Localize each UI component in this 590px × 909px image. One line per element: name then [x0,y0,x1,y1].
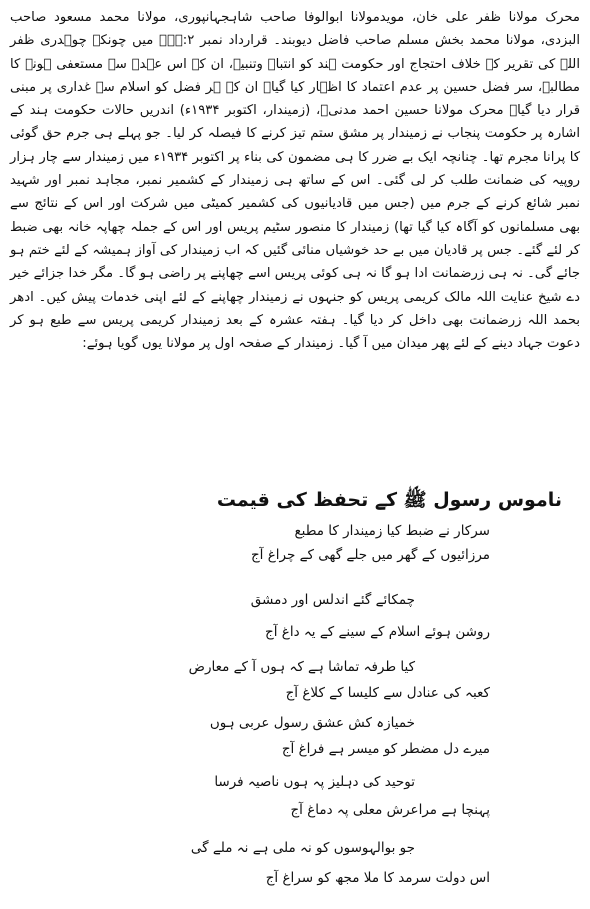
poem-line: توحید کی دہلیز پہ ہوں ناصیہ فرسا [214,774,415,790]
poem-line: اس دولت سرمد کا ملا مجھ کو سراغ آج [265,870,490,886]
poem-line: سرکار نے ضبط کیا زمیندار کا مطبع [294,523,490,539]
poem-line: میرے دل مضطر کو میسر ہے فراغ آج [281,741,490,757]
poem-line: پہنچا ہے مراعرش معلی پہ دماغ آج [290,802,490,818]
poem-line: کعبہ کی عنادل سے کلیسا کے کلاغ آج [285,685,490,701]
poem-line: روشن ہوئے اسلام کے سینے کے یہ داغ آج [265,624,490,640]
poem-line: چمکائے گئے اندلس اور دمشق [250,592,415,608]
body-paragraph: محرک مولانا ظفر علی خان، مویدمولانا ابوالوفا صاحب شاہجہانپوری، مولانا محمد مسعود صاحب البزدی، مولانا محمد بخش مسلم صاحب فاضل دیوبند۔ قرارداد نمبر ۲:۔۔۔ میں چونکہ چوہدری ظفر اللہ کی تقریر کے خلاف احتجاج اور حکومت ہند کو انتباہ وتنبیہ، ان کے اس عہدہ سے مستعفی ہونے کا مطالبہ، سر فضل حسین پر عدم اعتماد کا اظہار کیا گیا۔ ان کے ہر فضل کو اسلام سے غداری پر مبنی قرار دیا گیا۔ محرک مولانا حسین احمد مدنیؒ، (زمیندار، اکتوبر ۱۹۳۴ء) اندریں حالات حکومت ہند کے اشارہ پر حکومت پنجاب نے زمیندار پر مشق ستم تیز کرنے کا فیصلہ کر لیا۔ جو پہلے ہی جرم حق گوئی کا پرانا مجرم تھا۔ چنانچہ ایک بے ضرر کا ہی مضمون کی بناء پر اکتوبر ۱۹۳۴ء میں زمیندار سے چار ہزار روپیہ کی ضمانت طلب کر لی گئی۔ اس کے ساتھ ہی زمیندار کے کشمیر نمبر، مجاہد نمبر اور شہید نمبر شائع کرنے کے جرم میں (جس میں قادیانیوں کی کشمیر کمیٹی میں شرکت اور اس کے نتائج سے بھی مسلمانوں کو آگاہ کیا گیا تھا) زمیندار کا منصور سٹیم پریس اور اس کے جملہ چھاپہ خانہ بھی ضبط کر لئے گئے۔ جس پر قادیان میں بے حد خوشیاں منائی گئیں کہ اب زمیندار کی آواز ہمیشہ کے لئے ختم ہو جائے گی۔ نہ ہی زرضمانت ادا ہو گا نہ ہی کوئی پریس اسے چھاپنے پر راضی ہو گا۔ مگر خدا جزائے خیر دے شیخ عنایت اللہ مالک کریمی پریس کو جنہوں نے زمیندار چھاپنے کے لئے اپنی خدمات پیش کیں۔ ادھر بحمد اللہ زرضمانت بھی داخل کر دیا گیا۔ ہفتہ عشرہ کے بعد زمیندار کریمی پریس سے طبع ہو کر دعوت جہاد دینے کے لئے پھر میدان میں آ گیا۔ زمیندار کے صفحہ اول پر مولانا یوں گویا ہوئے: [10,10,580,352]
poem-line: کیا طرفہ تماشا ہے کہ ہوں آ کے معارض [188,659,415,675]
poem-line: جو بوالہوسوں کو نہ ملی ہے نہ ملے گی [190,840,415,856]
poem-line: مرزائیوں کے گھر میں جلے گھی کے چراغ آج [250,547,490,563]
poem-heading: ناموس رسول ﷺ کے تحفظ کی قیمت [216,489,562,511]
poem-line: خمیازہ کش عشق رسول عربی ہوں [209,715,415,731]
